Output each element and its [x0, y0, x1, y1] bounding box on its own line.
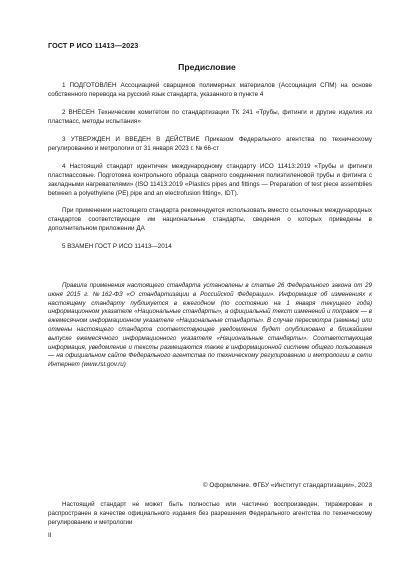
- page-number: II: [48, 532, 52, 539]
- reproduction-notice: Настоящий стандарт не может быть полностью или частично воспроизведен, тиражирован и распространен в качестве официального издания без разрешения Федерального агентства по техническому регулированию и метрологии: [48, 501, 372, 526]
- page-title: Предисловие: [178, 62, 236, 72]
- copyright-line: © Оформление. ФГБУ «Институт стандартизации», 2023: [202, 482, 372, 489]
- paragraph-4: 4 Настоящий стандарт идентичен международному стандарту ИСО 11413:2019 «Трубы и фитинги пластмассовые. Подготовка контрольного образца сварного соединения полиэтиленовой трубы и фитинга с закладными нагревателями» (ISO 11413:2019 «Plastics pipes and fittings — Preparation of test piece assemblies between a polyethylene (PE) pipe and an electrofusion fitting», IDT).: [48, 163, 372, 197]
- paragraph-5: 5 ВЗАМЕН ГОСТ Р ИСО 11413—2014: [62, 243, 172, 250]
- application-rules-note: Правила применения настоящего стандарта установлены в статье 26 Федерального закона от 29 июня 2015 г. №162-ФЗ «О стандартизации в Российской Федерации». Информация об изменениях к настоящему стандарту публикуется в ежегодном (по состоянию на 1 января текущего года) информационном указателе «Национальные стандарты», а официальный текст изменений и поправок — в ежемесячном информационном указателе «Национальные стандарты». В случае пересмотра (замены) или отмены настоящего стандарта соответствующее уведомление будет опубликовано в ближайшем выпуске ежемесячного информационного указателя «Национальные стандарты». Соответствующая информация, уведомление и тексты размещаются также в информационной системе общего пользования — на официальном сайте Федерального агентства по техническому регулированию и метрологии в сети Интернет (www.rst.gov.ru): [48, 282, 372, 369]
- paragraph-2: 2 ВНЕСЕН Техническим комитетом по стандартизации ТК 241 «Трубы, фитинги и другие изделия из пластмасс, методы испытания»: [48, 109, 372, 125]
- paragraph-4-note: При применении настоящего стандарта рекомендуется использовать вместо ссылочных международных стандартов соответствующие им национальные стандарты, сведения о которых приведены в дополнительном приложении ДА: [48, 207, 372, 232]
- standard-header: ГОСТ Р ИСО 11413—2023: [48, 41, 139, 50]
- paragraph-1: 1 ПОДГОТОВЛЕН Ассоциацией сварщиков полимерных материалов (Ассоциация СПМ) на основе собственного перевода на русский язык стандарта, указанного в пункте 4: [48, 82, 372, 98]
- paragraph-3: 3 УТВЕРЖДЕН И ВВЕДЕН В ДЕЙСТВИЕ Приказом Федерального агентства по техническому регулированию и метрологии от 31 января 2023 г. № 66-ст: [48, 136, 372, 152]
